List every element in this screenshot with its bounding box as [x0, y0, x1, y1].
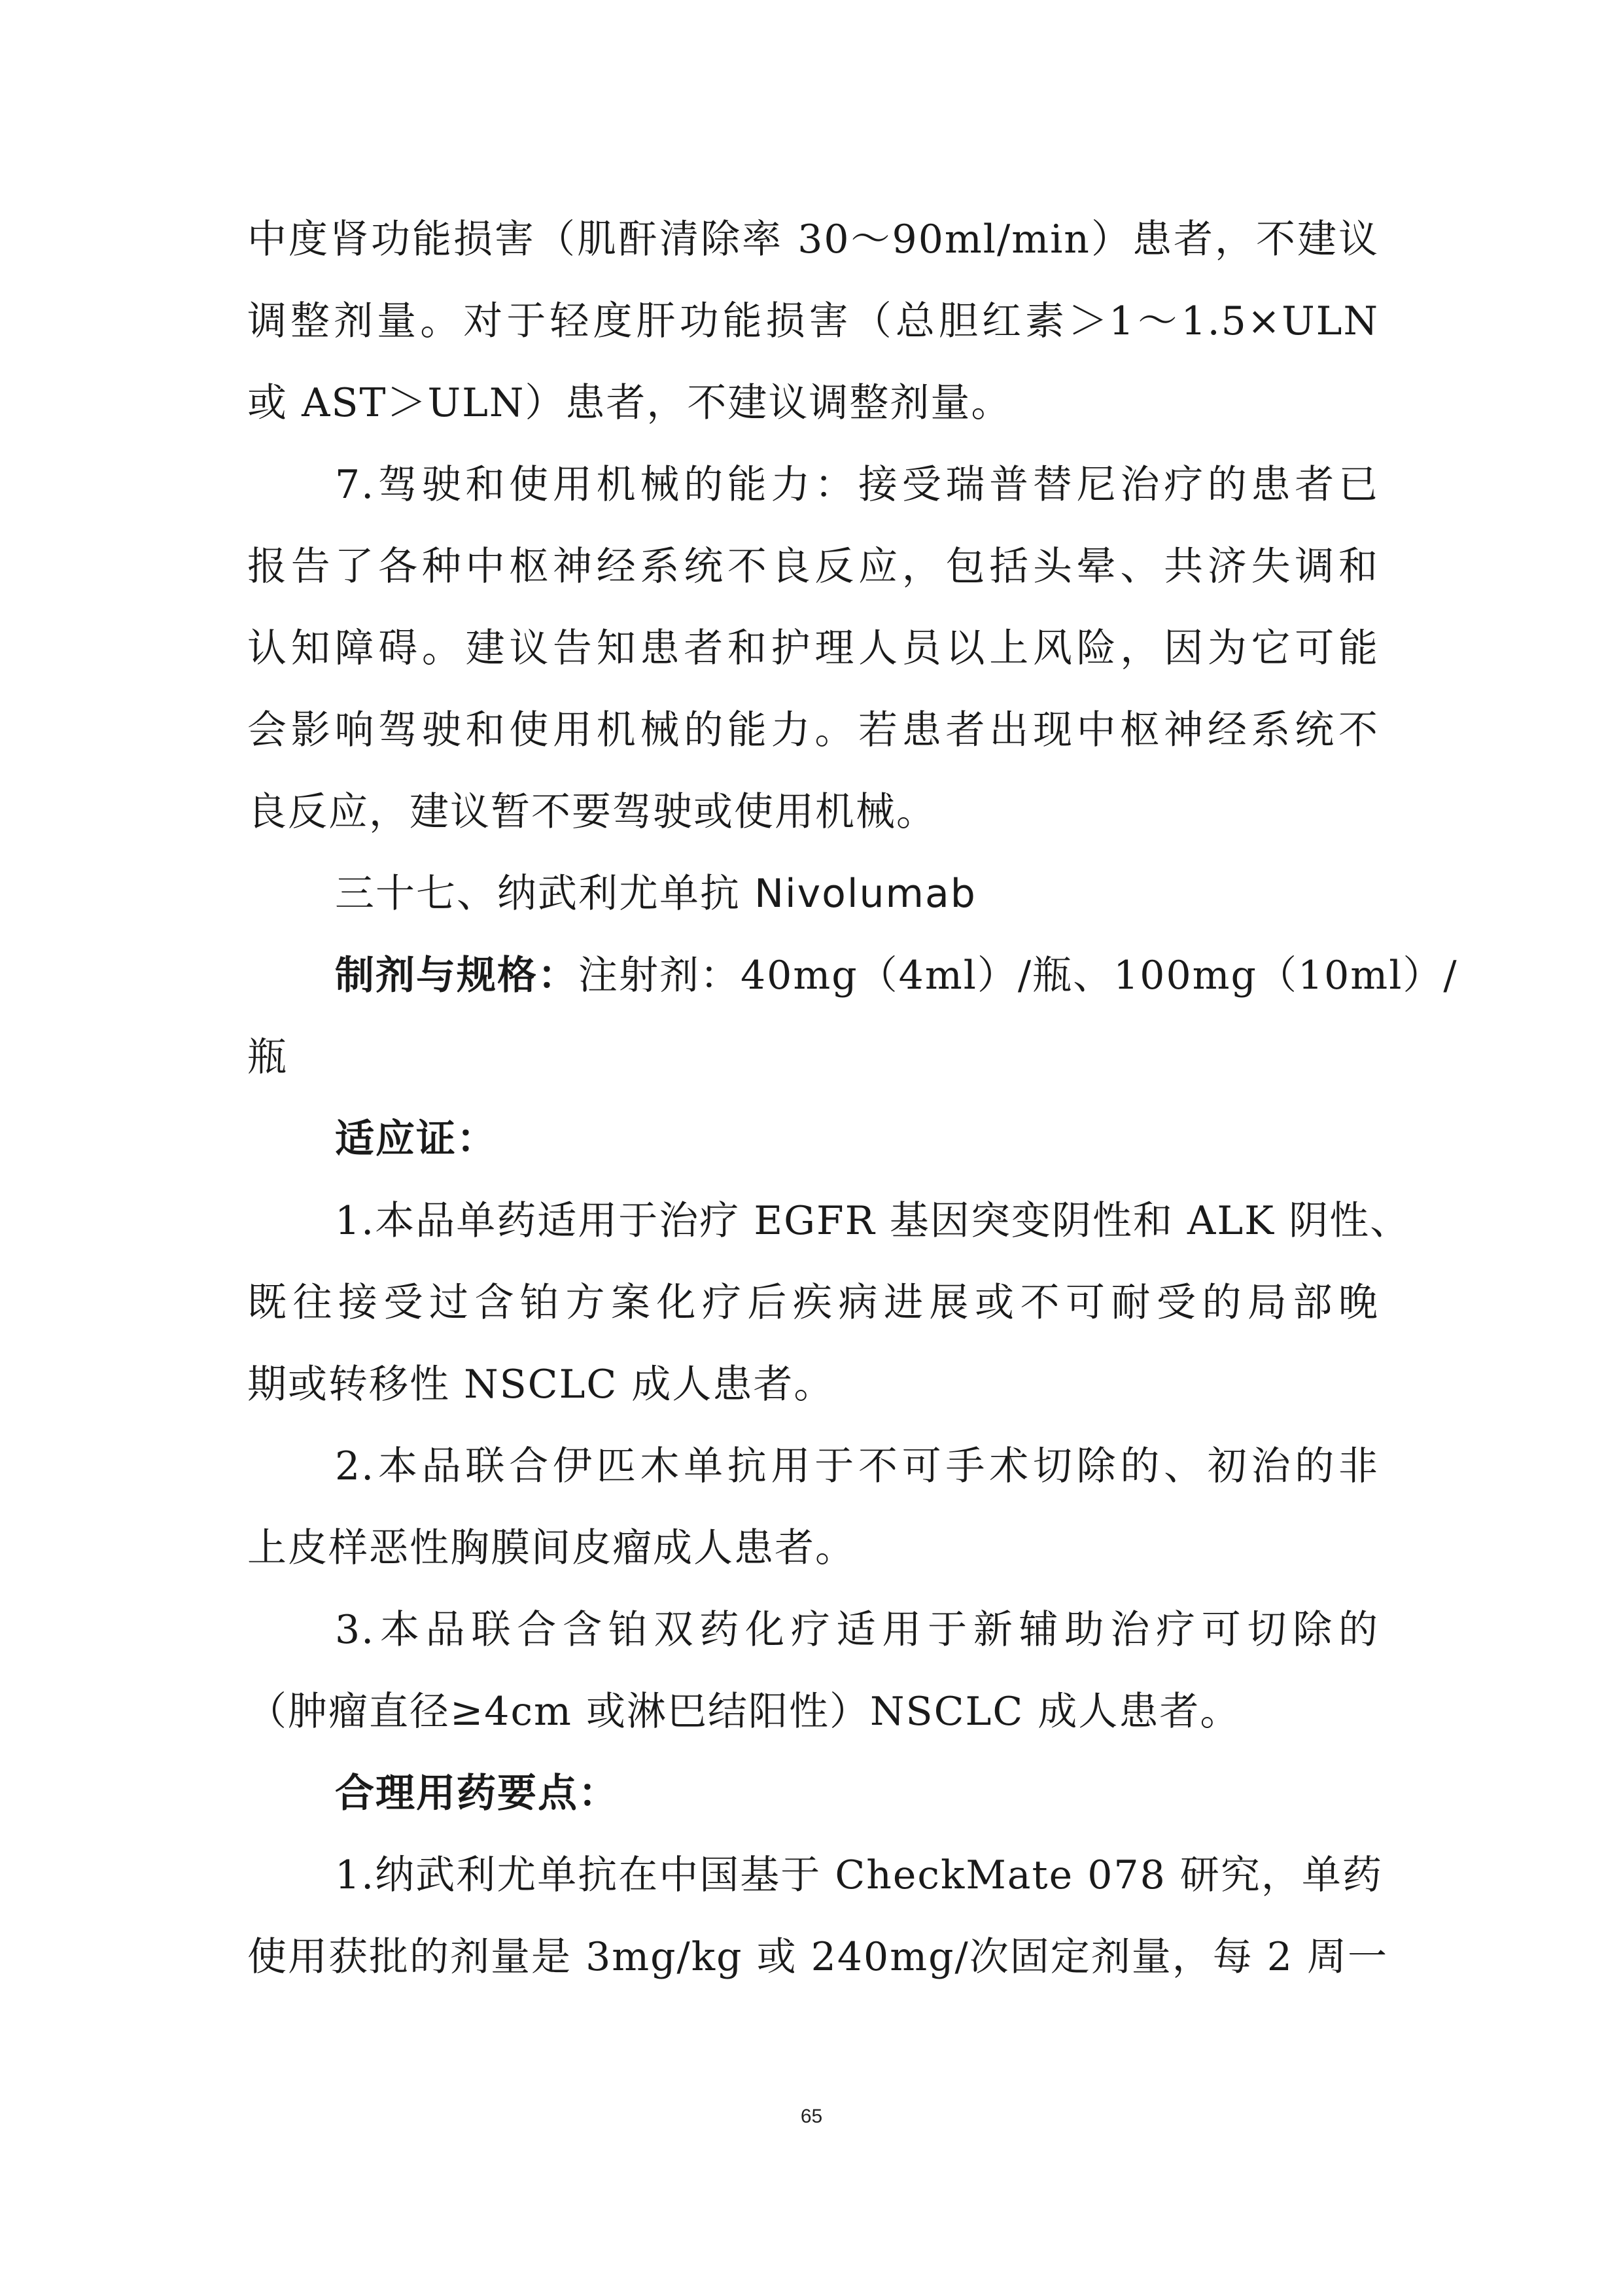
spec-text: 注射剂：40mg（4ml）/瓶、100mg（10ml）/	[578, 953, 1458, 998]
spec-line-cont: 瓶	[247, 1034, 288, 1080]
text-line: 1.本品单药适用于治疗 EGFR 基因突变阴性和 ALK 阴性、	[335, 1198, 1411, 1244]
text-line: 会影响驾驶和使用机械的能力。若患者出现中枢神经系统不	[247, 707, 1379, 753]
text-line: 使用获批的剂量是 3mg/kg 或 240mg/次固定剂量，每 2 周一	[247, 1934, 1389, 1980]
spec-label: 制剂与规格：	[335, 953, 578, 998]
page-number: 65	[800, 2106, 823, 2127]
text-line: 调整剂量。对于轻度肝功能损害（总胆红素＞1～1.5×ULN	[247, 298, 1379, 344]
text-line: 认知障碍。建议告知患者和护理人员以上风险，因为它可能	[247, 626, 1379, 671]
text-line: 既往接受过含铂方案化疗后疾病进展或不可耐受的局部晚	[247, 1280, 1379, 1326]
text-line: 期或转移性 NSCLC 成人患者。	[247, 1362, 835, 1407]
text-line: 良反应，建议暂不要驾驶或使用机械。	[247, 789, 937, 835]
text-line: 2.本品联合伊匹木单抗用于不可手术切除的、初治的非	[335, 1443, 1379, 1489]
text-line: （肿瘤直径≥4cm 或淋巴结阳性）NSCLC 成人患者。	[247, 1689, 1241, 1735]
text-line: 1.纳武利尤单抗在中国基于 CheckMate 078 研究，单药	[335, 1852, 1383, 1898]
indication-label: 适应证：	[335, 1116, 497, 1162]
text-line: 上皮样恶性胸膜间皮瘤成人患者。	[247, 1525, 856, 1571]
text-line: 中度肾功能损害（肌酐清除率 30～90ml/min）患者，不建议	[247, 217, 1379, 262]
section-title: 三十七、纳武利尤单抗 Nivolumab	[335, 871, 977, 917]
text-line: 3.本品联合含铂双药化疗适用于新辅助治疗可切除的	[335, 1607, 1379, 1653]
spec-line	[335, 933, 1458, 1018]
text-line: 报告了各种中枢神经系统不良反应，包括头晕、共济失调和	[247, 544, 1379, 590]
key-points-label: 合理用药要点：	[335, 1771, 619, 1816]
text-line: 7.驾驶和使用机械的能力：接受瑞普替尼治疗的患者已	[335, 462, 1379, 508]
text-line: 或 AST＞ULN）患者，不建议调整剂量。	[247, 380, 1012, 426]
